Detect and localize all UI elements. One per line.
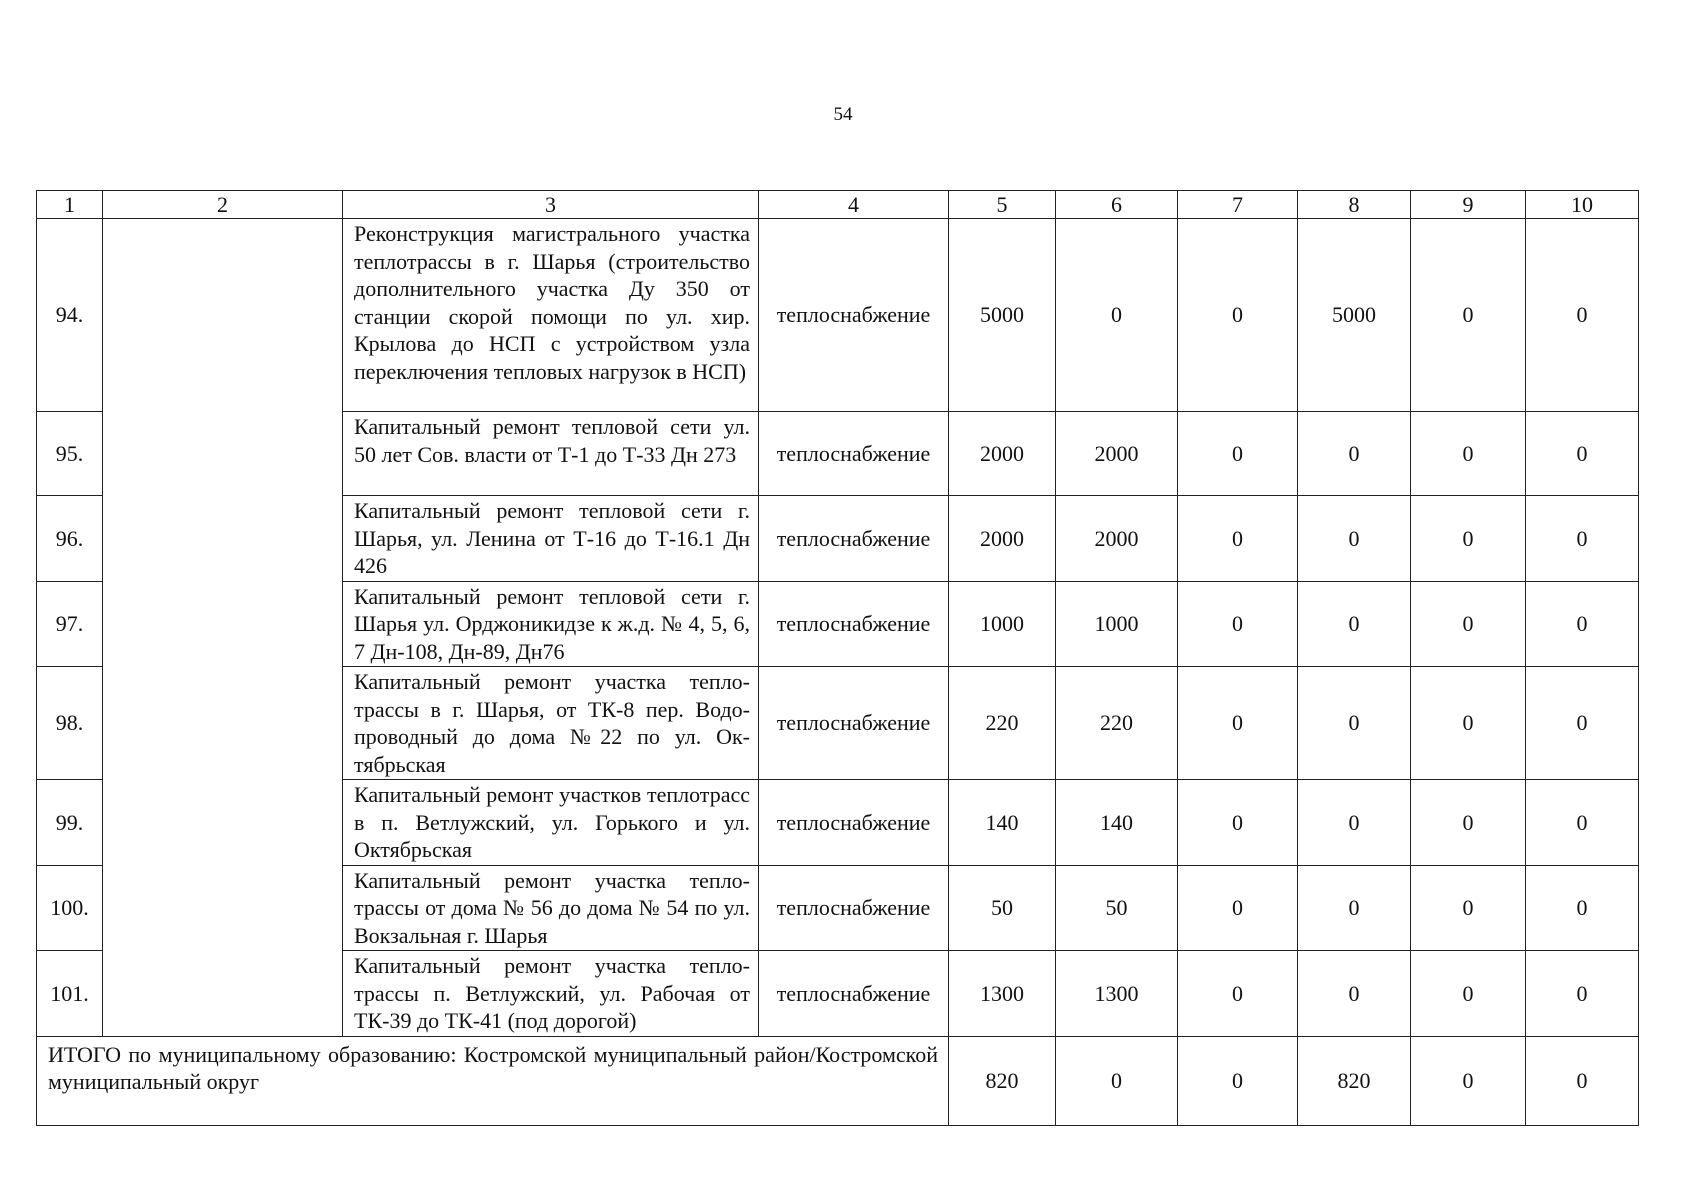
value-col-6: 140	[1056, 780, 1178, 866]
value-col-10: 0	[1526, 667, 1639, 780]
value-col-8: 0	[1298, 581, 1411, 667]
row-category: теплоснабжение	[759, 581, 949, 667]
value-col-8: 0	[1298, 496, 1411, 582]
value-col-8: 5000	[1298, 219, 1411, 412]
column-header: 6	[1056, 191, 1178, 219]
column-header: 1	[37, 191, 103, 219]
value-col-9: 0	[1411, 496, 1526, 582]
column-header: 3	[343, 191, 759, 219]
total-col-6: 0	[1056, 1036, 1178, 1125]
row-description: Капитальный ремонт участков теплотрасс в п. Ветлужский, ул. Горького и ул. Октябрьская	[343, 780, 759, 866]
value-col-6: 1000	[1056, 581, 1178, 667]
column-header: 7	[1178, 191, 1298, 219]
value-col-8: 0	[1298, 865, 1411, 951]
column-header: 2	[103, 191, 343, 219]
value-col-5: 2000	[949, 496, 1056, 582]
total-row	[37, 1036, 1639, 1125]
value-col-9: 0	[1411, 219, 1526, 412]
program-table	[36, 190, 1639, 1126]
row-number: 95.	[37, 412, 103, 496]
value-col-6: 2000	[1056, 496, 1178, 582]
row-category: теплоснабжение	[759, 496, 949, 582]
value-col-9: 0	[1411, 951, 1526, 1037]
row-category: теплоснабжение	[759, 667, 949, 780]
row-description: Реконструкция магистрального участка теплотрассы в г. Шарья (строительство дополнительного участка Ду 350 от станции скорой помощи по ул. хир. Крылова до НСП с устройством узла переключения тепловых нагрузок в НСП)	[343, 219, 759, 412]
value-col-5: 5000	[949, 219, 1056, 412]
total-col-5: 820	[949, 1036, 1056, 1125]
value-col-5: 220	[949, 667, 1056, 780]
row-number: 99.	[37, 780, 103, 866]
value-col-7: 0	[1178, 780, 1298, 866]
value-col-8: 0	[1298, 951, 1411, 1037]
row-category: теплоснабжение	[759, 865, 949, 951]
value-col-6: 2000	[1056, 412, 1178, 496]
value-col-9: 0	[1411, 780, 1526, 866]
row-category: теплоснабжение	[759, 412, 949, 496]
value-col-8: 0	[1298, 667, 1411, 780]
value-col-8: 0	[1298, 780, 1411, 866]
value-col-10: 0	[1526, 865, 1639, 951]
value-col-7: 0	[1178, 667, 1298, 780]
row-description: Капитальный ремонт участка теплотрассы п. Ветлужский, ул. Рабочая от ТК-39 до ТК-41 (под дорогой)	[343, 951, 759, 1037]
row-number: 101.	[37, 951, 103, 1037]
column-number-row	[37, 191, 1639, 219]
row-number: 96.	[37, 496, 103, 582]
total-label: ИТОГО по муниципальному образованию: Костромской муниципальный район/Костромской муниципальный округ	[37, 1036, 949, 1125]
column-header: 8	[1298, 191, 1411, 219]
value-col-6: 50	[1056, 865, 1178, 951]
total-col-10: 0	[1526, 1036, 1639, 1125]
column-2-cell	[103, 219, 343, 1037]
row-number: 97.	[37, 581, 103, 667]
column-header: 9	[1411, 191, 1526, 219]
column-header: 10	[1526, 191, 1639, 219]
value-col-7: 0	[1178, 865, 1298, 951]
column-header: 5	[949, 191, 1056, 219]
value-col-6: 1300	[1056, 951, 1178, 1037]
table-row	[37, 219, 1639, 412]
value-col-10: 0	[1526, 581, 1639, 667]
value-col-5: 1300	[949, 951, 1056, 1037]
value-col-5: 140	[949, 780, 1056, 866]
row-description: Капитальный ремонт тепловой сети г. Шарья ул. Орджоникидзе к ж.д. № 4, 5, 6, 7 Дн-108, Дн-89, Дн76	[343, 581, 759, 667]
value-col-10: 0	[1526, 496, 1639, 582]
row-description: Капитальный ремонт участка теплотрассы от дома № 56 до дома № 54 по ул. Вокзальная г. Шарья	[343, 865, 759, 951]
row-number: 98.	[37, 667, 103, 780]
value-col-10: 0	[1526, 951, 1639, 1037]
row-description: Капитальный ремонт тепловой сети г. Шарья, ул. Ленина от Т-16 до Т-16.1 Дн 426	[343, 496, 759, 582]
value-col-7: 0	[1178, 496, 1298, 582]
row-category: теплоснабжение	[759, 951, 949, 1037]
value-col-5: 1000	[949, 581, 1056, 667]
value-col-8: 0	[1298, 412, 1411, 496]
page-number: 54	[833, 104, 853, 125]
value-col-9: 0	[1411, 667, 1526, 780]
row-description: Капитальный ремонт участка теплотрассы в г. Шарья, от ТК-8 пер. Водопроводный до дома №22 по ул. Октябрьская	[343, 667, 759, 780]
value-col-7: 0	[1178, 412, 1298, 496]
value-col-5: 2000	[949, 412, 1056, 496]
value-col-9: 0	[1411, 865, 1526, 951]
value-col-10: 0	[1526, 412, 1639, 496]
row-category: теплоснабжение	[759, 780, 949, 866]
value-col-10: 0	[1526, 219, 1639, 412]
row-description: Капитальный ремонт тепловой сети ул. 50 лет Сов. власти от Т-1 до Т-33 Дн 273	[343, 412, 759, 496]
value-col-6: 0	[1056, 219, 1178, 412]
value-col-7: 0	[1178, 581, 1298, 667]
value-col-10: 0	[1526, 780, 1639, 866]
row-category: теплоснабжение	[759, 219, 949, 412]
total-col-8: 820	[1298, 1036, 1411, 1125]
total-col-9: 0	[1411, 1036, 1526, 1125]
total-col-7: 0	[1178, 1036, 1298, 1125]
row-number: 94.	[37, 219, 103, 412]
value-col-9: 0	[1411, 581, 1526, 667]
value-col-6: 220	[1056, 667, 1178, 780]
value-col-9: 0	[1411, 412, 1526, 496]
column-header: 4	[759, 191, 949, 219]
row-number: 100.	[37, 865, 103, 951]
value-col-7: 0	[1178, 951, 1298, 1037]
value-col-5: 50	[949, 865, 1056, 951]
value-col-7: 0	[1178, 219, 1298, 412]
